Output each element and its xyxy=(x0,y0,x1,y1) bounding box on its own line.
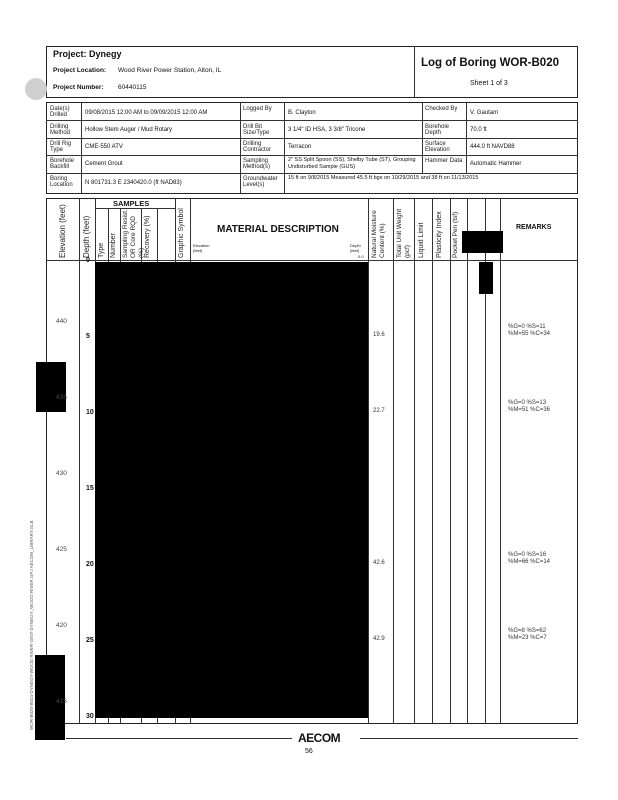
col-line xyxy=(432,198,433,724)
pocket-pen-header: Pocket Pen (tsf) xyxy=(452,211,459,258)
plasticity-header: Plasticity Index xyxy=(436,211,443,258)
hammer-label: Hammer Data xyxy=(425,158,463,164)
recovery-header: Recovery (%) xyxy=(144,215,151,258)
info-col-line xyxy=(240,102,241,194)
col-line xyxy=(450,198,451,724)
remark-line: %M=23 %C=7 xyxy=(508,635,547,641)
depth-tick-label: 30 xyxy=(86,713,94,720)
method-label: Drilling Method xyxy=(50,124,71,136)
bit-label: Drill Bit Size/Type xyxy=(243,124,270,136)
method-value: Hollow Stem Auger / Mud Rotary xyxy=(85,127,173,133)
project-number: 60440115 xyxy=(118,84,147,91)
depth-value: 70.0 ft xyxy=(470,127,487,133)
rig-label: Drill Rig Type xyxy=(50,141,71,153)
material-depth-zero: 0.0 xyxy=(358,254,364,259)
moisture-value: 42.6 xyxy=(373,560,385,566)
graphic-symbol-header: Graphic Symbol xyxy=(178,208,185,258)
project-location-label: Project Location: xyxy=(53,67,107,74)
rig-value: CME-550 ATV xyxy=(85,144,123,150)
info-col-line xyxy=(422,102,423,173)
column-header-bottom xyxy=(46,260,578,261)
redacted-small-block xyxy=(479,262,493,294)
depth-tick-label: 5 xyxy=(86,333,90,340)
info-col-line xyxy=(284,102,285,194)
moisture-value: 19.6 xyxy=(373,332,385,338)
groundwater-value: 15 ft on 9/8/2015 Measured 45.5 ft bgs on 10/29/2015 and 38 ft on 11/13/2015 xyxy=(288,175,479,181)
sampling-resist-header: Sampling Resist. OR Core RQD (%) xyxy=(122,209,145,258)
checked-value: V. Gautam xyxy=(470,110,499,116)
sampling-label: Sampling Method(s) xyxy=(243,158,271,170)
info-row-line xyxy=(46,173,578,174)
material-elevation-subheader: Elevation (feet) xyxy=(193,243,210,253)
elevation-tick-label: 435 xyxy=(56,393,67,401)
redacted-material-block xyxy=(95,262,368,718)
contractor-label: Drilling Contractor xyxy=(243,141,272,153)
info-row-line xyxy=(46,138,578,139)
depth-tick-label: 10 xyxy=(86,409,94,416)
project-name: Project: Dynegy xyxy=(53,49,122,59)
depth-tick-label: 25 xyxy=(86,637,94,644)
moisture-value: 22.7 xyxy=(373,408,385,414)
moisture-header: Natural Moisture Content (%) xyxy=(371,210,386,258)
info-col-line xyxy=(81,102,82,194)
footer-line-right xyxy=(360,738,578,739)
redacted-side-block-upper xyxy=(36,362,66,412)
aecom-logo: AECOM xyxy=(298,731,341,745)
remark-line: %G=8 %S=62 xyxy=(508,628,547,634)
boring-location-label: Boring Location xyxy=(50,176,73,188)
remark-line: %M=55 %C=34 xyxy=(508,331,551,337)
contractor-value: Terracon xyxy=(288,144,312,150)
depth-header: Depth (feet) xyxy=(82,215,91,258)
col-line xyxy=(79,198,80,724)
depth-tick-label: 0 xyxy=(86,257,90,264)
remark-line: %G=0 %S=11 xyxy=(508,324,546,330)
footer-line-left xyxy=(66,738,292,739)
depth-tick-label: 15 xyxy=(86,485,94,492)
page-number: 56 xyxy=(305,748,313,755)
punch-hole xyxy=(25,78,47,100)
side-file-path: WOR-B020-B024-DYNEGY-WOOD RIVER-GINT-DYNEGY_WOOD RIVER.GPJ AECOM_LIBRARY.GLB xyxy=(29,520,34,730)
remarks-header: REMARKS xyxy=(516,224,552,231)
liquid-limit-header: Liquid Limit xyxy=(418,222,425,258)
info-row-line xyxy=(46,120,578,121)
elevation-tick-label: 430 xyxy=(56,469,67,477)
unit-weight-header: Total Unit Weight (pcf) xyxy=(396,208,411,258)
material-description-header: MATERIAL DESCRIPTION xyxy=(217,224,339,235)
elevation-tick-label: 415 xyxy=(56,697,67,705)
sheet-number: Sheet 1 of 3 xyxy=(470,80,508,87)
elevation-tick-label: 420 xyxy=(56,621,67,629)
elevation-tick-label: 425 xyxy=(56,545,67,553)
moisture-value: 42.9 xyxy=(373,636,385,642)
type-header: Type xyxy=(98,242,105,258)
col-line xyxy=(414,198,415,724)
col-line xyxy=(500,198,501,724)
redacted-header-block xyxy=(462,231,503,253)
boring-location-value: N 801731.3 E 2340420.0 (ft NAD83) xyxy=(85,180,182,186)
elevation-value: 444.0 ft NAVD88 xyxy=(470,144,515,150)
groundwater-label: Groundwater Level(s) xyxy=(243,176,278,188)
remark-line: %M=66 %C=14 xyxy=(508,559,551,565)
material-depth-subheader: Depth (feet) xyxy=(350,243,361,253)
backfill-value: Cement Grout xyxy=(85,161,123,167)
number-header: Number xyxy=(110,233,117,258)
project-number-label: Project Number: xyxy=(53,84,104,91)
header-divider xyxy=(414,46,415,98)
depth-tick-label: 20 xyxy=(86,561,94,568)
depth-label: Borehole Depth xyxy=(425,124,450,136)
info-col-line xyxy=(466,102,467,173)
boring-log-title: Log of Boring WOR-B020 xyxy=(421,57,559,69)
sampling-value: 2" SS Split Spoon (SS), Shelby Tube (ST), Grouping Undisturbed Sample (GUS) xyxy=(288,157,416,170)
samples-header: SAMPLES xyxy=(113,199,150,208)
date-value: 09/08/2015 12:00 AM to 09/09/2015 12:00 AM xyxy=(85,110,208,116)
logged-label: Logged By xyxy=(243,106,272,112)
date-label: Date(s) Drilled xyxy=(50,106,70,118)
col-line xyxy=(368,198,369,724)
col-line xyxy=(467,198,468,724)
remark-line: %G=0 %S=16 xyxy=(508,552,547,558)
bit-value: 3 1/4" ID HSA, 3 3/8" Tricone xyxy=(288,127,366,133)
hammer-value: Automatic Hammer xyxy=(470,161,522,167)
project-location: Wood River Power Station, Alton, IL xyxy=(118,67,222,74)
elevation-tick-label: 440 xyxy=(56,317,67,325)
checked-label: Checked By xyxy=(425,106,458,112)
info-row-line xyxy=(46,155,578,156)
col-line xyxy=(393,198,394,724)
backfill-label: Borehole Backfill xyxy=(50,158,75,170)
elevation-label: Surface Elevation xyxy=(425,141,450,153)
elevation-header: Elevation (feet) xyxy=(58,204,67,258)
remark-line: %M=51 %C=36 xyxy=(508,407,551,413)
remark-line: %G=0 %S=13 xyxy=(508,400,547,406)
logged-value: B. Clayton xyxy=(288,110,316,116)
